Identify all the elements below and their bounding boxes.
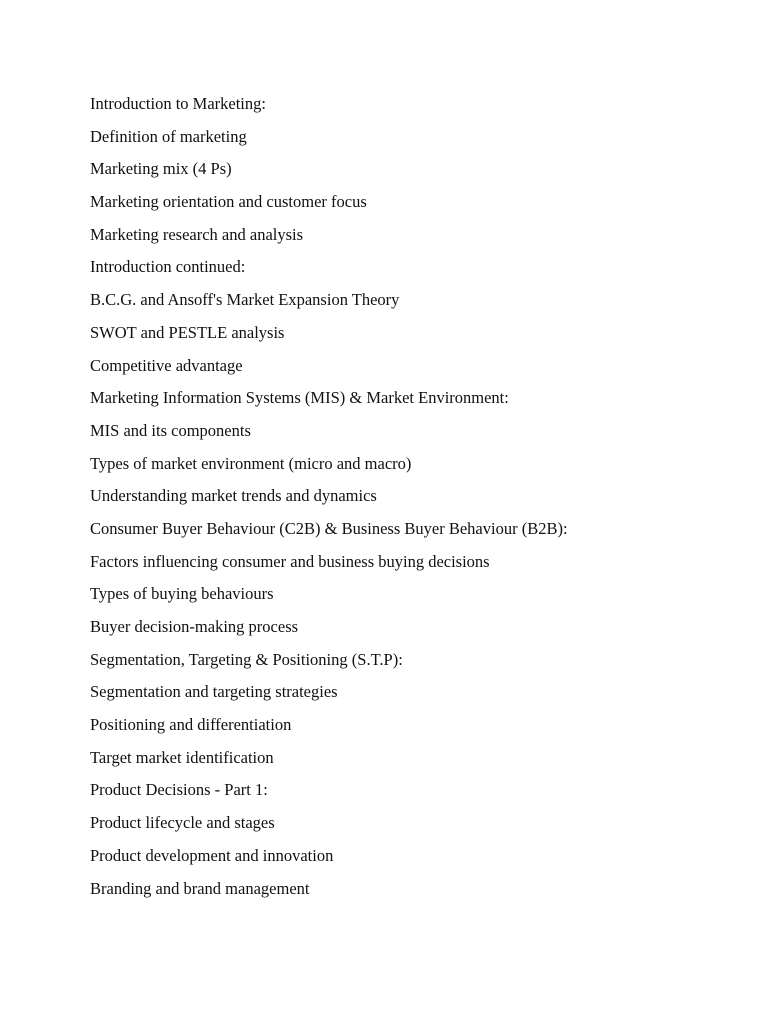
topic-line: Definition of marketing xyxy=(90,126,247,146)
section-heading-buyer-behaviour: Consumer Buyer Behaviour (C2B) & Business Buyer Behaviour (B2B): xyxy=(90,518,568,538)
topic-line: Product lifecycle and stages xyxy=(90,813,275,833)
topic-line: Marketing orientation and customer focus xyxy=(90,192,367,212)
section-heading-product-decisions: Product Decisions - Part 1: xyxy=(90,780,268,800)
topic-line: Marketing mix (4 Ps) xyxy=(90,159,232,179)
topic-line: Factors influencing consumer and business buying decisions xyxy=(90,551,490,571)
topic-line: Types of buying behaviours xyxy=(90,584,274,604)
section-heading-introduction-continued: Introduction continued: xyxy=(90,257,246,277)
topic-line: Product development and innovation xyxy=(90,845,334,865)
topic-line: Target market identification xyxy=(90,747,274,767)
topic-line: Understanding market trends and dynamics xyxy=(90,486,377,506)
topic-line: Segmentation and targeting strategies xyxy=(90,682,338,702)
topic-line: Branding and brand management xyxy=(90,878,310,898)
section-heading-mis: Marketing Information Systems (MIS) & Market Environment: xyxy=(90,388,509,408)
topic-line: Buyer decision-making process xyxy=(90,617,299,636)
topic-line: SWOT and PESTLE analysis xyxy=(90,322,285,342)
topic-line: Positioning and differentiation xyxy=(90,715,292,735)
section-heading-introduction: Introduction to Marketing: xyxy=(90,94,266,113)
topic-line: B.C.G. and Ansoff's Market Expansion Theory xyxy=(90,290,400,310)
section-heading-stp: Segmentation, Targeting & Positioning (S.T.P): xyxy=(90,649,403,669)
topic-line: Types of market environment (micro and macro) xyxy=(90,453,412,473)
topic-line: Competitive advantage xyxy=(90,355,243,375)
topic-line: Marketing research and analysis xyxy=(90,224,304,244)
document-body xyxy=(90,88,730,905)
topic-line: MIS and its components xyxy=(90,420,251,440)
